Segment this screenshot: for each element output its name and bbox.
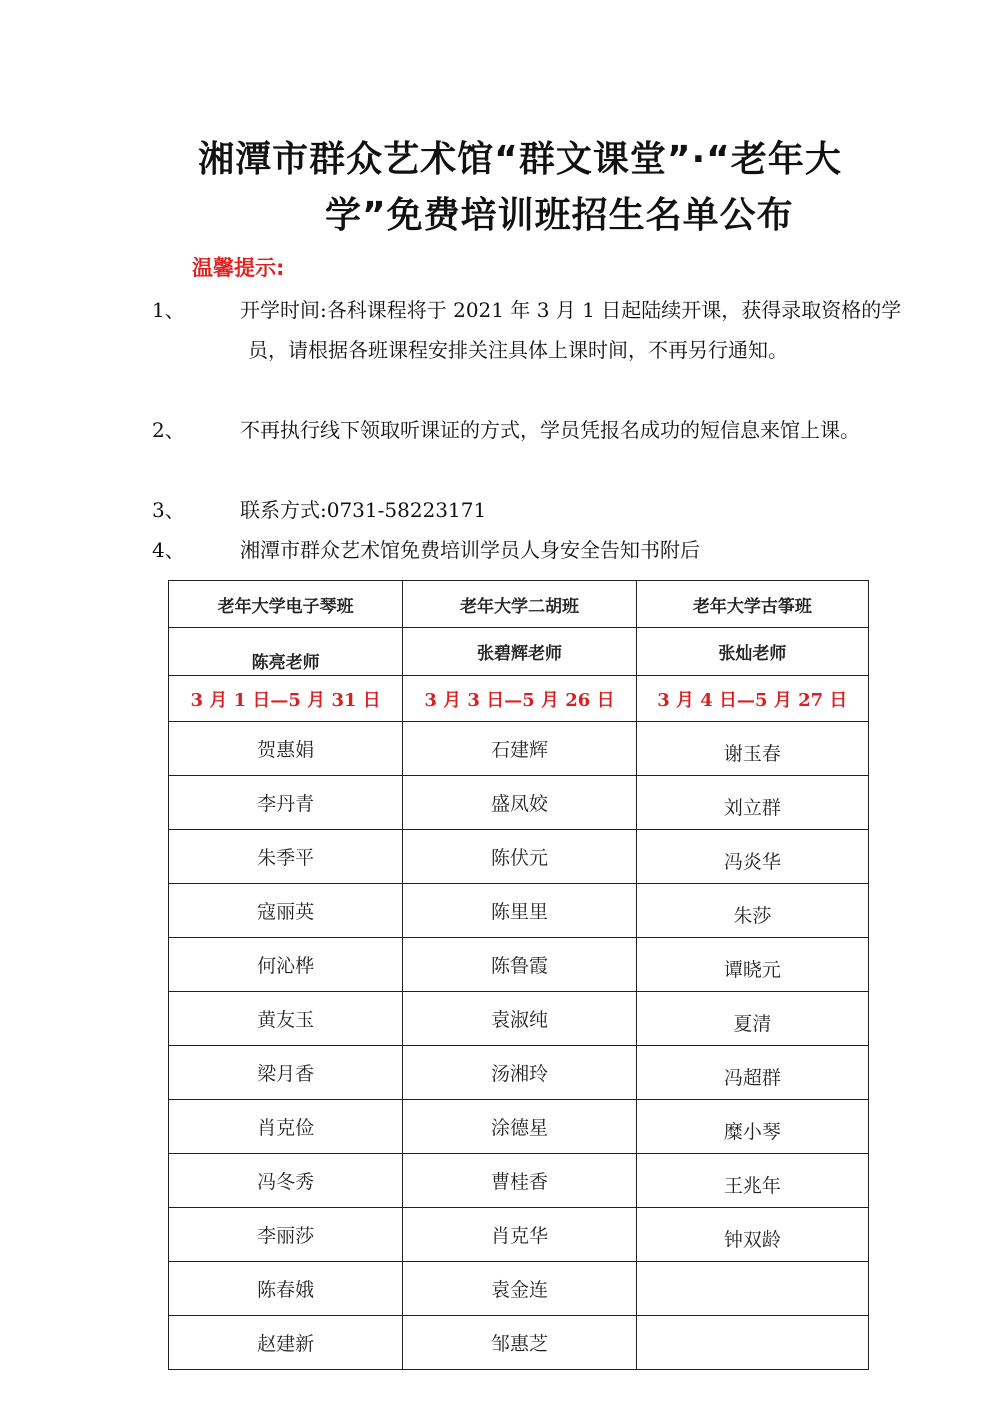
student-name-cell: 涂德星: [403, 1100, 636, 1154]
tip-number: 2、: [152, 418, 185, 442]
date-range-cell: 3 月 4 日—5 月 27 日: [636, 676, 868, 722]
student-name-cell: 肖克俭: [169, 1100, 403, 1154]
date-range-cell: 3 月 1 日—5 月 31 日: [169, 676, 403, 722]
class-name-cell: 老年大学古筝班: [636, 581, 868, 628]
tip-item-3: [152, 490, 908, 530]
tip-number: 1、: [152, 298, 185, 322]
student-name-cell: 朱莎: [636, 884, 868, 938]
table-row: [169, 1262, 869, 1316]
class-name-cell: 老年大学二胡班: [403, 581, 636, 628]
table-row: [169, 722, 869, 776]
page-title: [160, 132, 880, 244]
table-row: [169, 1046, 869, 1100]
student-name-cell: 袁金连: [403, 1262, 636, 1316]
student-name-cell: 寇丽英: [169, 884, 403, 938]
tip-number: 4、: [152, 538, 185, 562]
table-row: [169, 884, 869, 938]
student-name-cell: 朱季平: [169, 830, 403, 884]
student-name-cell: 王兆年: [636, 1154, 868, 1208]
student-name-cell: 夏清: [636, 992, 868, 1046]
student-name-cell: 肖克华: [403, 1208, 636, 1262]
student-name-cell: 石建辉: [403, 722, 636, 776]
student-name-cell: 陈春娥: [169, 1262, 403, 1316]
student-name-cell: 陈鲁霞: [403, 938, 636, 992]
date-range-cell: 3 月 3 日—5 月 26 日: [403, 676, 636, 722]
tips-heading: 温馨提示:: [192, 256, 285, 280]
table-row: [169, 1316, 869, 1370]
tip-item-4: [152, 530, 908, 570]
student-name-cell: 梁月香: [169, 1046, 403, 1100]
student-name-cell: 汤湘玲: [403, 1046, 636, 1100]
tip-number: 3、: [152, 498, 185, 522]
student-name-cell: 冯炎华: [636, 830, 868, 884]
student-name-cell: 陈里里: [403, 884, 636, 938]
student-name-cell: 钟双龄: [636, 1208, 868, 1262]
table-row: [169, 938, 869, 992]
student-name-cell: 刘立群: [636, 776, 868, 830]
tip-item-1: [152, 290, 908, 370]
student-name-cell: [636, 1316, 868, 1370]
table-header-row: [169, 581, 869, 628]
student-name-cell: 贺惠娟: [169, 722, 403, 776]
class-name-cell: 老年大学电子琴班: [169, 581, 403, 628]
enrollment-table: [168, 580, 869, 1370]
table-row: [169, 1154, 869, 1208]
student-name-cell: 袁淑纯: [403, 992, 636, 1046]
student-name-cell: 李丽莎: [169, 1208, 403, 1262]
student-name-cell: 曹桂香: [403, 1154, 636, 1208]
student-name-cell: 冯冬秀: [169, 1154, 403, 1208]
teacher-cell: 陈亮老师: [169, 628, 403, 676]
teacher-row: [169, 628, 869, 676]
table-row: [169, 1100, 869, 1154]
student-name-cell: 糜小琴: [636, 1100, 868, 1154]
student-name-cell: 何沁桦: [169, 938, 403, 992]
table-row: [169, 992, 869, 1046]
student-name-cell: [636, 1262, 868, 1316]
teacher-cell: 张碧辉老师: [403, 628, 636, 676]
tip-text: 开学时间:各科课程将于 2021 年 3 月 1 日起陆续开课，获得录取资格的学员，请根据各班课程安排关注具体上课时间，不再另行通知。: [240, 298, 902, 362]
student-name-cell: 陈伏元: [403, 830, 636, 884]
tip-text: 不再执行线下领取听课证的方式，学员凭报名成功的短信息来馆上课。: [240, 418, 860, 442]
page-title-line-1: 湘潭市群众艺术馆“群文课堂”·“老年大: [198, 139, 842, 180]
tip-item-2: [152, 410, 908, 450]
page-title-line-2: 学”免费培训班招生名单公布: [325, 195, 794, 236]
student-name-cell: 冯超群: [636, 1046, 868, 1100]
student-name-cell: 李丹青: [169, 776, 403, 830]
table-row: [169, 1208, 869, 1262]
student-name-cell: 盛凤姣: [403, 776, 636, 830]
tip-text: 湘潭市群众艺术馆免费培训学员人身安全告知书附后: [240, 538, 700, 562]
table-row: [169, 776, 869, 830]
student-name-cell: 赵建新: [169, 1316, 403, 1370]
student-name-cell: 谢玉春: [636, 722, 868, 776]
table-row: [169, 830, 869, 884]
student-name-cell: 谭晓元: [636, 938, 868, 992]
student-name-cell: 邹惠芝: [403, 1316, 636, 1370]
teacher-cell: 张灿老师: [636, 628, 868, 676]
dates-row: [169, 676, 869, 722]
tip-text: 联系方式:0731-58223171: [240, 498, 487, 522]
student-name-cell: 黄友玉: [169, 992, 403, 1046]
